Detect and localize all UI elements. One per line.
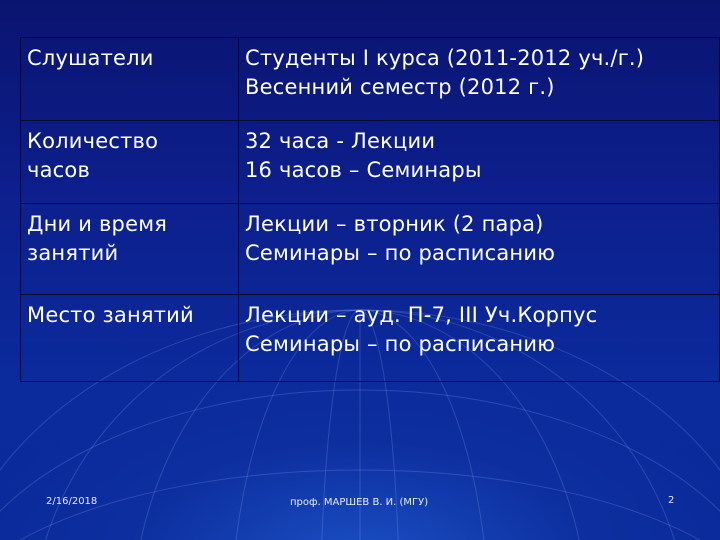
course-info-table [20, 37, 720, 382]
footer-author: проф. МАРШЕВ В. И. (МГУ) [290, 497, 429, 508]
table-row [21, 38, 720, 121]
row-value: Студенты I курса (2011-2012 уч./г.) Весенний семестр (2012 г.) [239, 38, 720, 121]
page-number: 2 [668, 495, 675, 506]
row-label: Место занятий [21, 295, 239, 382]
table-row [21, 204, 720, 295]
row-label: Количество часов [21, 121, 239, 204]
row-value: Лекции – вторник (2 пара) Семинары – по расписанию [239, 204, 720, 295]
footer-date: 2/16/2018 [46, 496, 98, 507]
row-value: 32 часа - Лекции 16 часов – Семинары [239, 121, 720, 204]
row-label: Слушатели [21, 38, 239, 121]
row-value: Лекции – ауд. П-7, III Уч.Корпус Семинары – по расписанию [239, 295, 720, 382]
table-row [21, 121, 720, 204]
table-row [21, 295, 720, 382]
row-label: Дни и время занятий [21, 204, 239, 295]
